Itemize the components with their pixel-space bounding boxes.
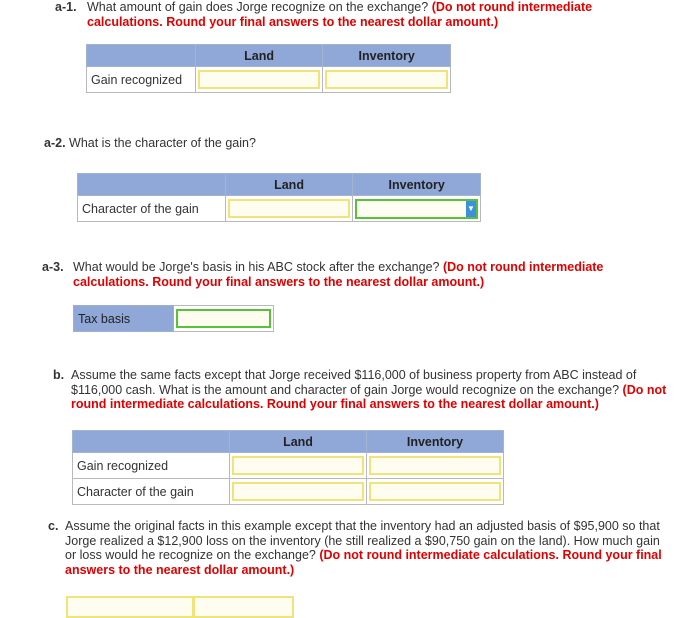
row-label: Gain recognized	[73, 453, 230, 479]
question-number: a-3.	[42, 260, 64, 274]
question-number: a-2.	[44, 136, 66, 150]
c-input-2[interactable]	[193, 596, 294, 618]
question-a2	[44, 136, 644, 151]
column-header-inventory: Inventory	[353, 174, 481, 196]
question-text: What would be Jorge's basis in his ABC stock after the exchange?	[73, 260, 440, 274]
table-b	[72, 430, 504, 505]
question-number: c.	[48, 519, 59, 533]
b-character-land-input[interactable]	[232, 482, 364, 501]
character-land-select[interactable]	[228, 199, 351, 218]
question-number: a-1.	[55, 0, 77, 14]
row-label: Tax basis	[74, 306, 174, 332]
character-inventory-select[interactable]	[355, 199, 478, 219]
question-a1	[55, 0, 655, 29]
instruction-text: (Do not round intermediate calculations. Round your final answers to the nearest dollar amount.)	[87, 0, 593, 29]
table-a1	[86, 44, 451, 93]
question-text: Assume the same facts except that Jorge received $116,000 of business property from ABC instead of $116,000 cash. What is the amount and character of gain Jorge would recognize on the exchange?	[71, 368, 637, 397]
c-answer-inputs	[66, 596, 296, 618]
table-a2	[77, 173, 481, 222]
column-header-inventory: Inventory	[367, 431, 504, 453]
column-header-inventory: Inventory	[323, 45, 451, 67]
question-text: What is the character of the gain?	[69, 136, 256, 150]
b-character-inventory-input[interactable]	[369, 482, 501, 501]
question-text: Assume the original facts in this example except that the inventory had an adjusted basis of $95,900 so that Jorge realized a $12,900 loss on the inventory (he still realized a $90,750 gain on the land). How much gain or loss would he recognize on the exchange?	[65, 519, 660, 562]
instruction-text: (Do not round intermediate calculations. Round your final answers to the nearest dollar amount.)	[65, 548, 662, 577]
b-gain-land-input[interactable]	[232, 456, 364, 475]
instruction-text: (Do not round intermediate calculations. Round your final answers to the nearest dollar amount.)	[73, 260, 604, 289]
instruction-text: (Do not round intermediate calculations. Round your final answers to the nearest dollar amount.)	[71, 382, 667, 411]
b-gain-inventory-input[interactable]	[369, 456, 501, 475]
question-a3	[42, 260, 662, 289]
column-header-land: Land	[195, 45, 323, 67]
row-label: Character of the gain	[78, 196, 226, 222]
column-header-land: Land	[230, 431, 367, 453]
tax-basis-input[interactable]	[176, 309, 271, 328]
row-label: Character of the gain	[73, 479, 230, 505]
gain-land-input[interactable]	[198, 70, 321, 89]
table-a3	[73, 305, 274, 332]
gain-inventory-input[interactable]	[325, 70, 448, 89]
dropdown-arrow-icon[interactable]: ▼	[466, 201, 476, 217]
question-b	[53, 368, 678, 411]
question-text: What amount of gain does Jorge recognize on the exchange?	[87, 0, 429, 14]
column-header-land: Land	[225, 174, 353, 196]
c-input-1[interactable]	[66, 596, 194, 618]
question-c	[48, 519, 673, 577]
question-number: b.	[53, 368, 65, 382]
row-label: Gain recognized	[87, 67, 196, 93]
